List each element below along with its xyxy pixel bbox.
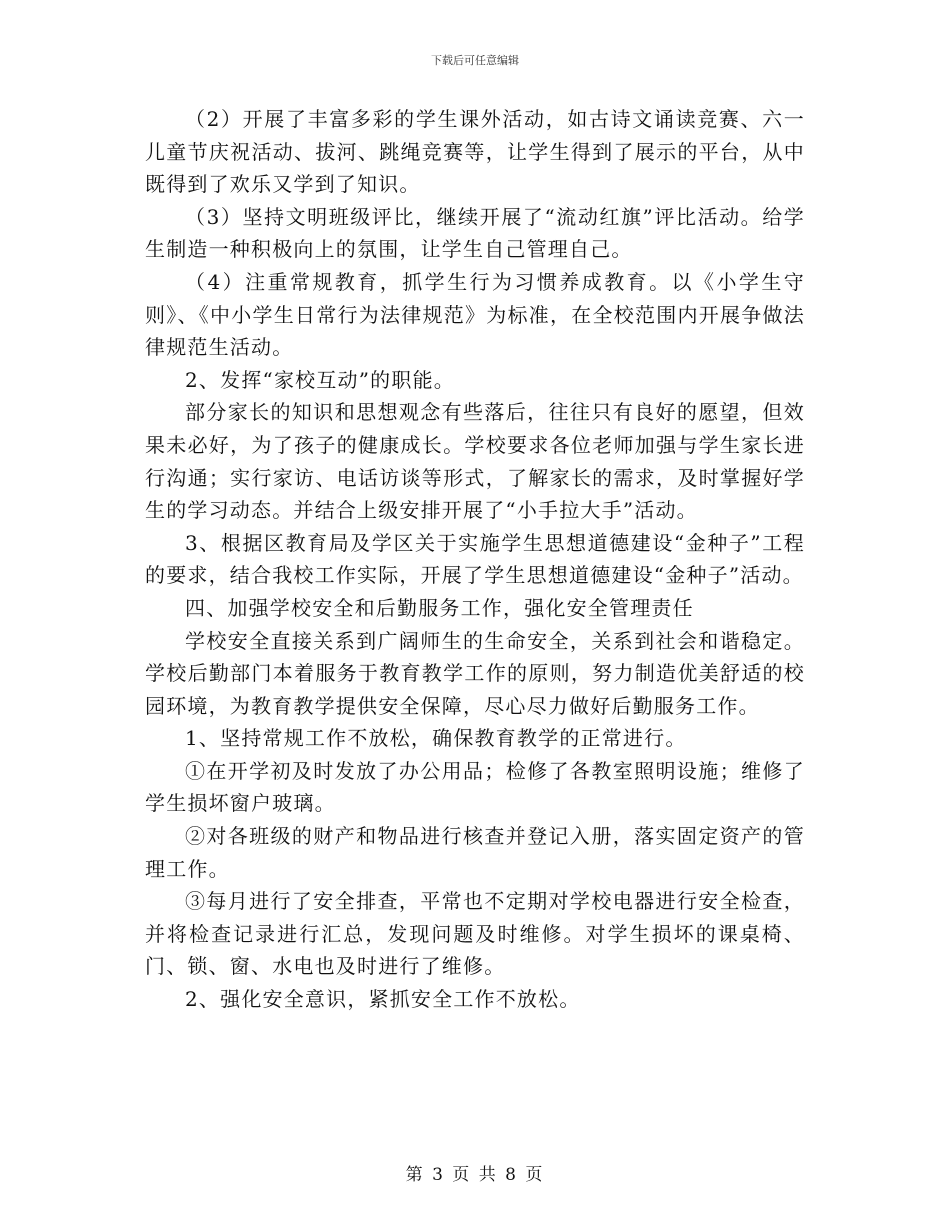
section-heading: 四、加强学校安全和后勤服务工作，强化安全管理责任 <box>185 595 694 620</box>
paragraph: 部分家长的知识和思想观念有些落后，往往只有良好的愿望，但效果未必好，为了孩子的健康成长。学校要求各位老师加强与学生家长进行沟通；实行家访、电话访谈等形式，了解家长的需求，及时掌握好学生的学习动态。并结合上级安排开展了“小手拉大手”活动。 <box>145 400 805 523</box>
page-footer: 第 3 页 共 8 页 <box>405 1165 545 1185</box>
paragraph: （2）开展了丰富多彩的学生课外活动，如古诗文诵读竞赛、六一儿童节庆祝活动、拔河、跳绳竞赛等，让学生得到了展示的平台，从中既得到了欢乐又学到了知识。 <box>145 107 805 197</box>
section-heading: 2、强化安全意识，紧抓安全工作不放松。 <box>185 987 581 1012</box>
list-item: ①在开学初及时发放了办公用品；检修了各教室照明设施；维修了学生损坏窗户玻璃。 <box>145 758 805 816</box>
page-header: 下载后可任意编辑 <box>431 54 519 67</box>
paragraph: （3）坚持文明班级评比，继续开展了“流动红旗”评比活动。给学生制造一种积极向上的氛围，让学生自己管理自己。 <box>145 204 805 262</box>
list-item: ③每月进行了安全排查，平常也不定期对学校电器进行安全检查，并将检查记录进行汇总，发现问题及时维修。对学生损坏的课桌椅、门、锁、窗、水电也及时进行了维修。 <box>145 889 805 979</box>
section-heading: 1、坚持常规工作不放松，确保教育教学的正常进行。 <box>185 726 687 751</box>
list-item: ②对各班级的财产和物品进行核查并登记入册，落实固定资产的管理工作。 <box>145 824 805 881</box>
section-heading: 2、发挥“家校互动”的职能。 <box>185 367 455 392</box>
paragraph: （4）注重常规教育，抓学生行为习惯养成教育。以《小学生守则》、《中小学生日常行为法律规范》为标准，在全校范围内开展争做法律规范生活动。 <box>145 269 805 360</box>
paragraph: 3、根据区教育局及学区关于实施学生思想道德建设“金种子”工程的要求，结合我校工作实际，开展了学生思想道德建设“金种子”活动。 <box>145 530 805 588</box>
paragraph: 学校安全直接关系到广阔师生的生命安全，关系到社会和谐稳定。学校后勤部门本着服务于教育教学工作的原则，努力制造优美舒适的校园环境，为教育教学提供安全保障，尽心尽力做好后勤服务工作。 <box>145 628 805 718</box>
document-body <box>145 103 805 1016</box>
